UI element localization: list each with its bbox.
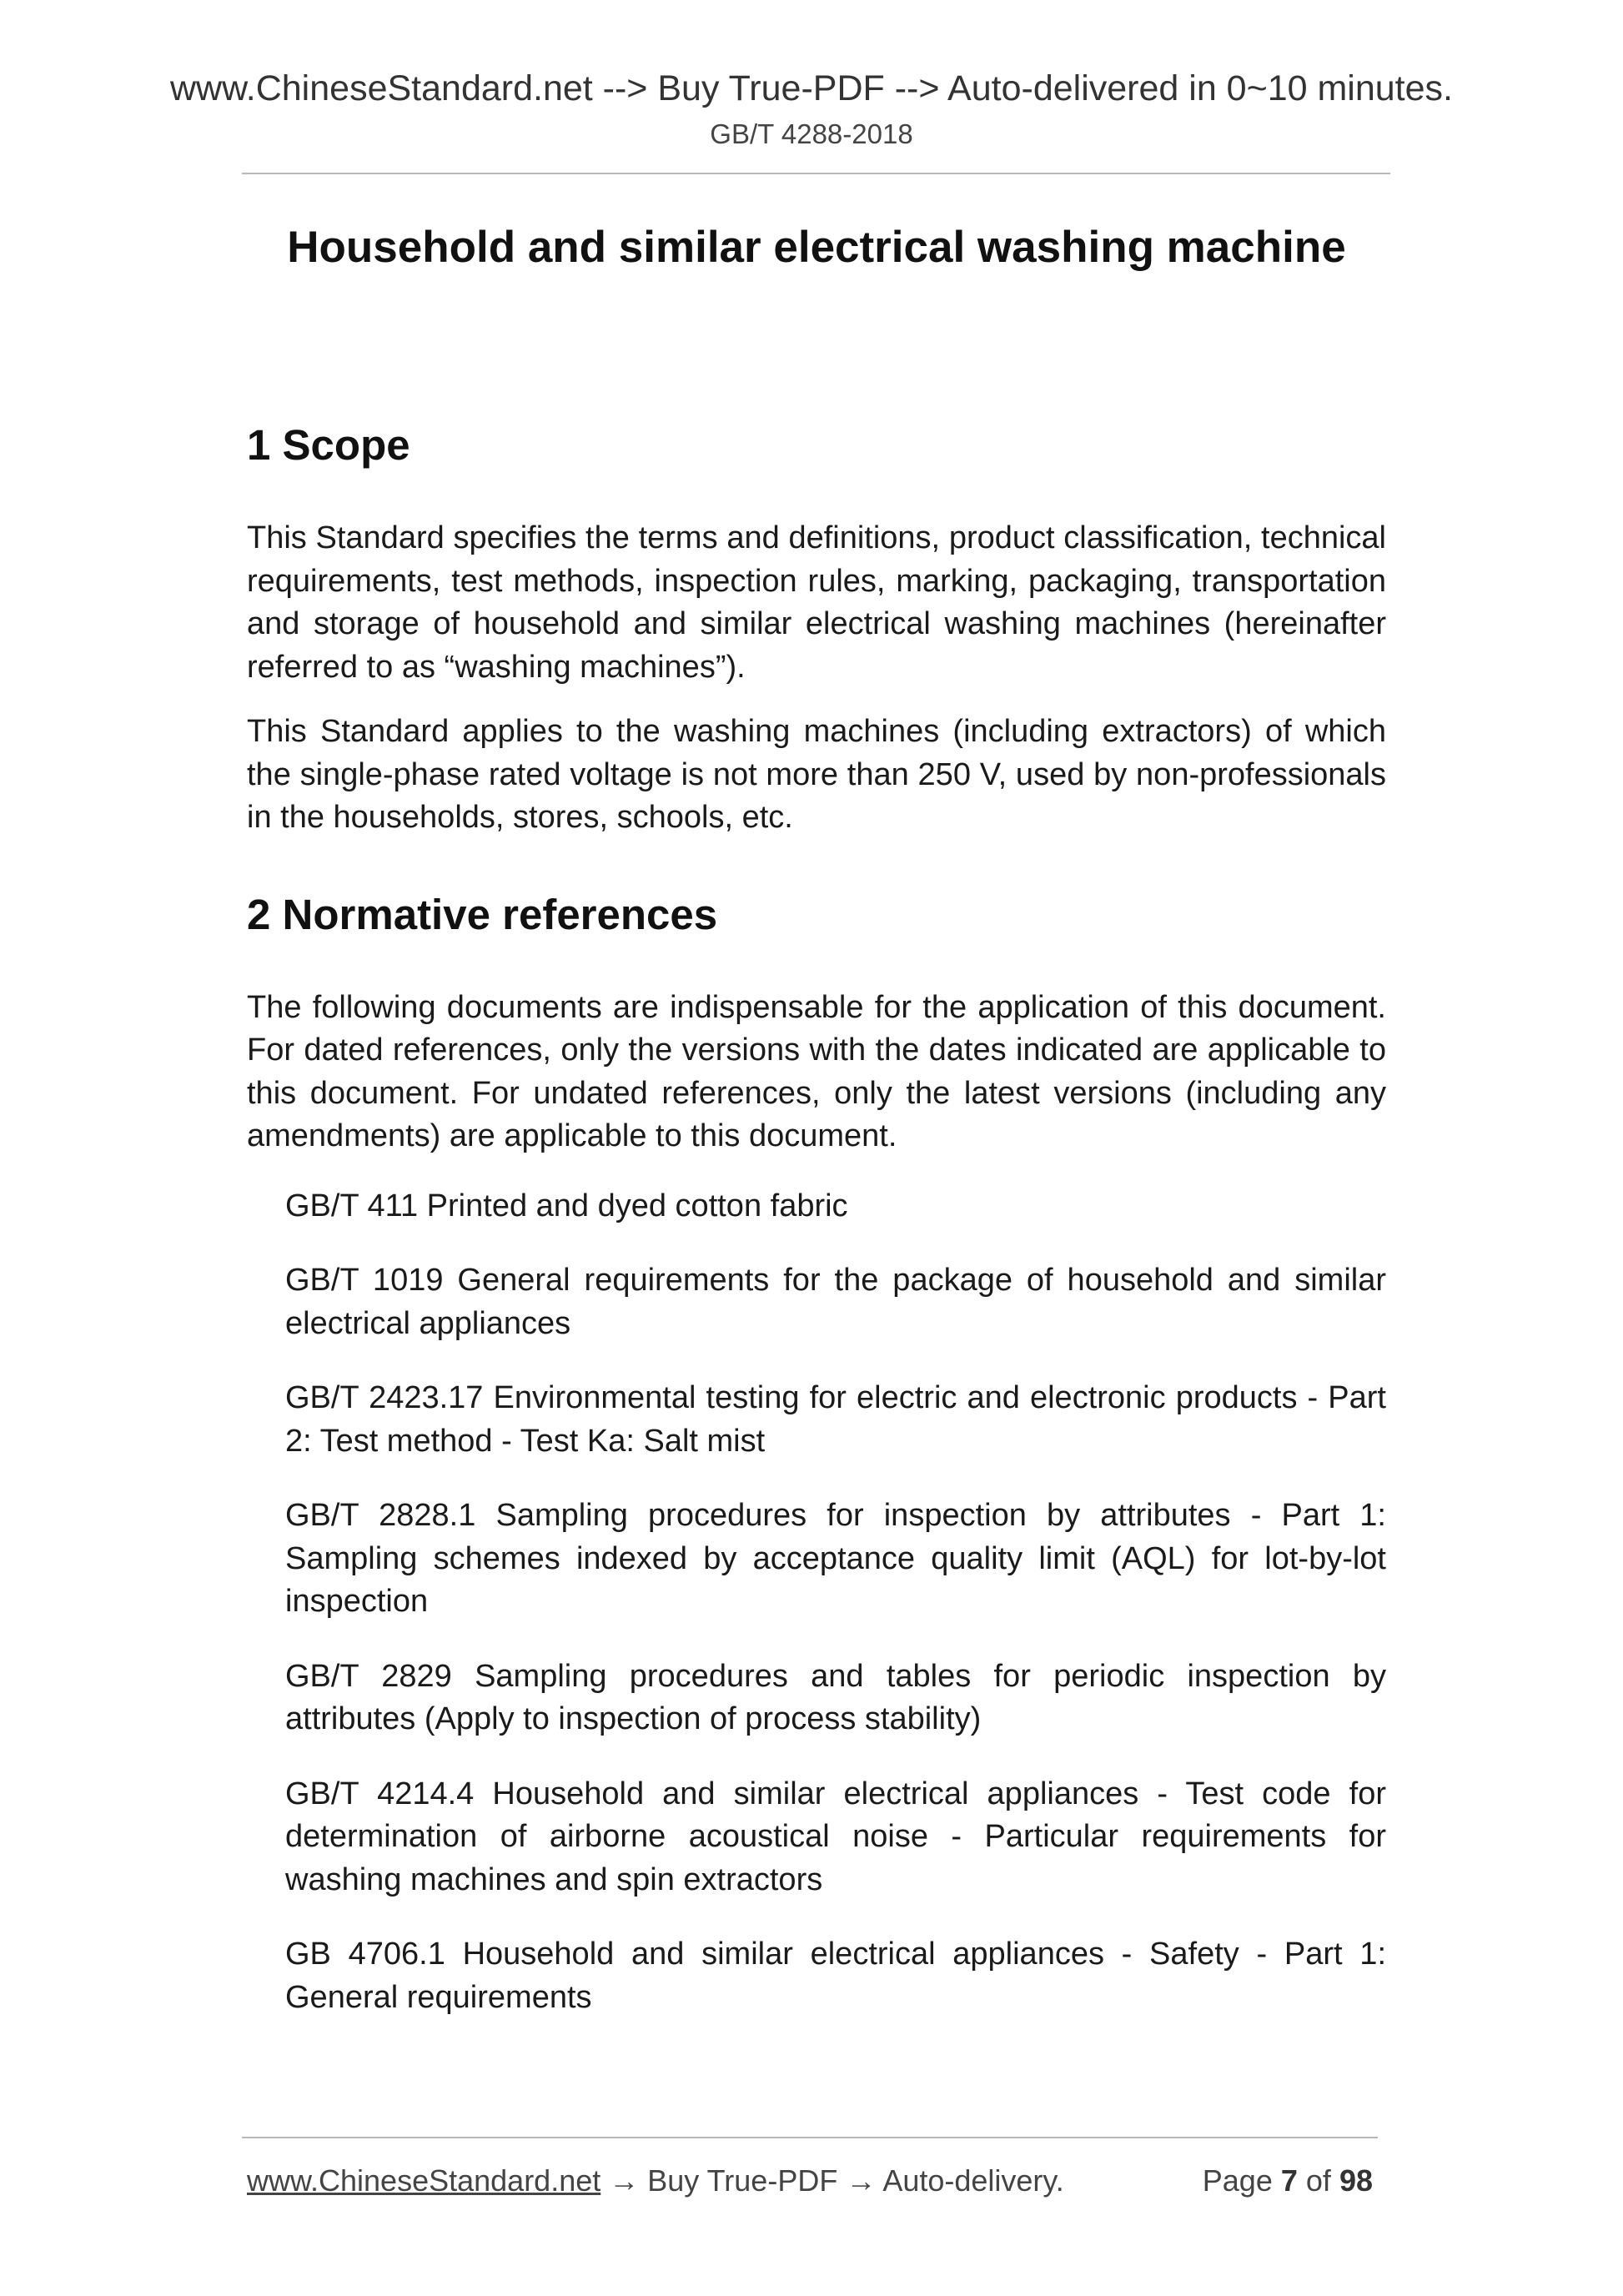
document-body xyxy=(247,219,1386,2019)
reference-item: GB/T 4214.4 Household and similar electrical appliances - Test code for determination of airborne acoustical noise - Particular requirements for washing machines and spin extractors xyxy=(285,1776,1386,1897)
reference-item: GB 4706.1 Household and similar electrical appliances - Safety - Part 1: General requirements xyxy=(285,1937,1386,2015)
references-intro-paragraph: The following documents are indispensable for the application of this document. For dated references, only the versions with the dates indicated are applicable to this document. For undated references, only the latest versions (including any amendments) are applicable to this document. xyxy=(247,989,1386,1153)
reference-list xyxy=(247,1185,1386,2020)
reference-item: GB/T 1019 General requirements for the package of household and similar electrical appliances xyxy=(285,1263,1386,1341)
section-heading-scope: 1 Scope xyxy=(247,421,410,469)
page-footer xyxy=(247,2160,1378,2202)
footer-site-link[interactable]: www.ChineseStandard.net xyxy=(247,2163,601,2198)
of-word: of xyxy=(1305,2163,1331,2198)
page-header xyxy=(0,65,1623,153)
section-heading-normative-references: 2 Normative references xyxy=(247,890,718,938)
scope-paragraph: This Standard applies to the washing machines (including extractors) of which the single-phase rated voltage is not more than 250 V, used by non-professionals in the households, stores, schools, etc. xyxy=(247,714,1386,835)
header-standard-code: GB/T 4288-2018 xyxy=(710,118,913,149)
footer-tagline: → Buy True-PDF → Auto-delivery. xyxy=(600,2163,1064,2198)
page-word: Page xyxy=(1202,2163,1273,2198)
header-promo-text: www.ChineseStandard.net --> Buy True-PDF --> Auto-delivered in 0~10 minutes. xyxy=(169,68,1453,108)
page-indicator xyxy=(1203,2160,1373,2202)
current-page-number: 7 xyxy=(1280,2163,1298,2198)
reference-item: GB/T 2829 Sampling procedures and tables for periodic inspection by attributes (Apply to inspection of process stability) xyxy=(285,1658,1386,1736)
reference-item: GB/T 2828.1 Sampling procedures for inspection by attributes - Part 1: Sampling schemes indexed by acceptance quality limit (AQL) for lot-by-lot inspection xyxy=(285,1498,1386,1619)
reference-item: GB/T 411 Printed and dyed cotton fabric xyxy=(285,1188,848,1223)
header-divider xyxy=(242,173,1390,174)
total-pages-number: 98 xyxy=(1339,2163,1373,2198)
reference-item: GB/T 2423.17 Environmental testing for electric and electronic products - Part 2: Test method - Test Ka: Salt mist xyxy=(285,1380,1386,1459)
scope-paragraph: This Standard specifies the terms and definitions, product classification, technical requirements, test methods, inspection rules, marking, packaging, transportation and storage of household and similar electrical washing machines (hereinafter referred to as “washing machines”). xyxy=(247,520,1386,685)
document-title: Household and similar electrical washing machine xyxy=(287,223,1346,272)
footer-promo xyxy=(247,2160,1064,2202)
footer-divider xyxy=(242,2137,1378,2138)
